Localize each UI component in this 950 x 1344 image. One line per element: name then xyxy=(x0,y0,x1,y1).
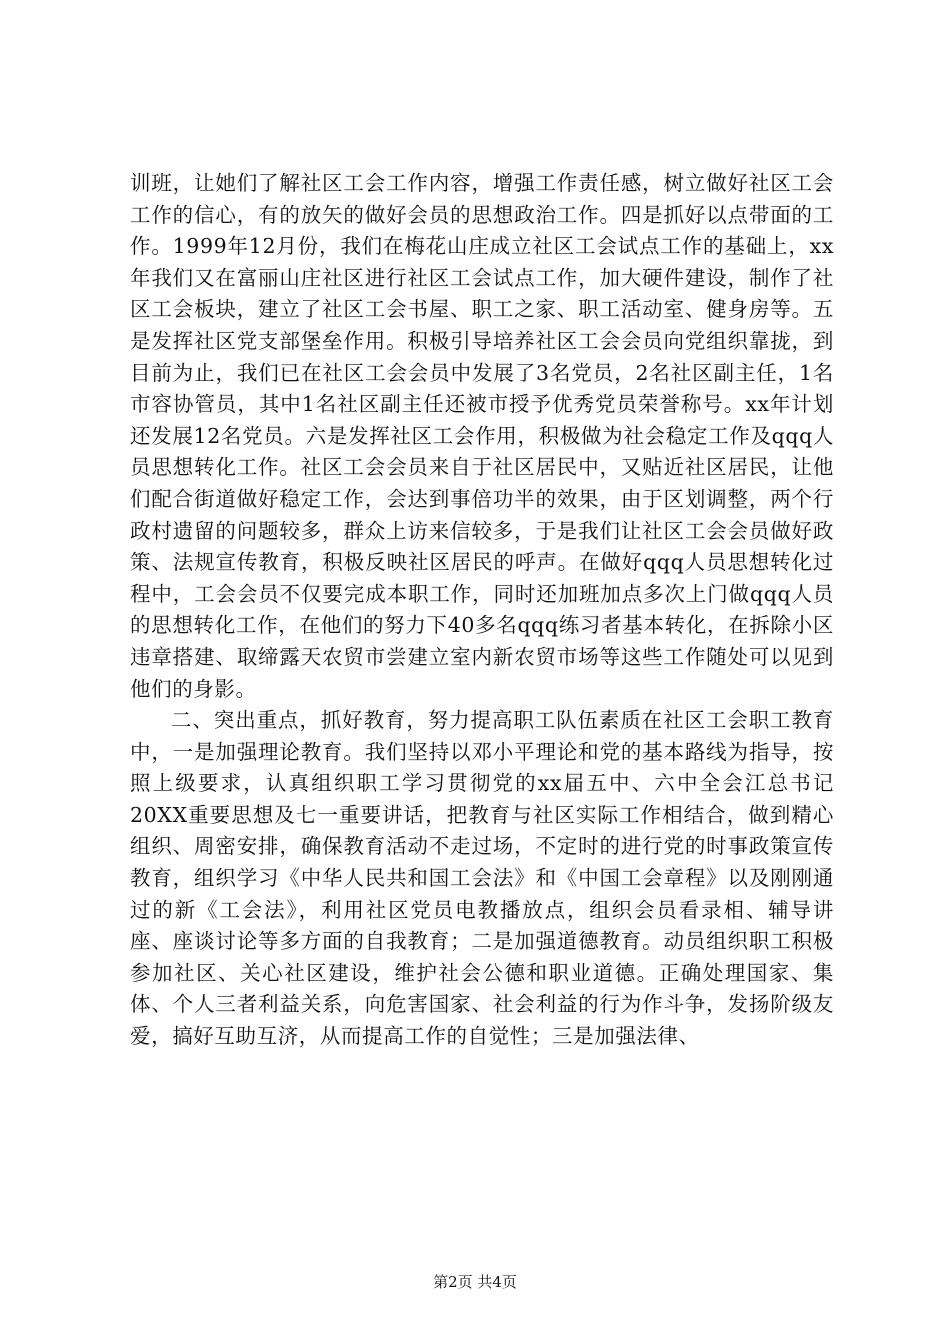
document-body xyxy=(130,168,834,1053)
page-number-label: 第2页 共4页 xyxy=(433,1273,517,1291)
page-footer xyxy=(0,1272,950,1292)
paragraph-section-two: 二、突出重点，抓好教育，努力提高职工队伍素质在社区工会职工教育中，一是加强理论教育。我们坚持以邓小平理论和党的基本路线为指导，按照上级要求，认真组织职工学习贯彻党的xx届五中、六中全会江总书记20XX重要思想及七一重要讲话，把教育与社区实际工作相结合，做到精心组织、周密安排，确保教育活动不走过场，不定时的进行党的时事政策宣传教育，组织学习《中华人民共和国工会法》和《中国工会章程》以及刚刚通过的新《工会法》，利用社区党员电教播放点，组织会员看录相、辅导讲座、座谈讨论等多方面的自我教育；二是加强道德教育。动员组织职工积极参加社区、关心社区建设，维护社会公德和职业道德。正确处理国家、集体、个人三者利益关系，向危害国家、社会利益的行为作斗争，发扬阶级友爱，搞好互助互济，从而提高工作的自觉性；三是加强法律、 xyxy=(130,708,834,1049)
paragraph-continuation: 训班，让她们了解社区工会工作内容，增强工作责任感，树立做好社区工会工作的信心，有的放矢的做好会员的思想政治工作。四是抓好以点带面的工作。1999年12月份，我们在梅花山庄成立社区工会试点工作的基础上，xx年我们又在富丽山庄社区进行社区工会试点工作，加大硬件建设，制作了社区工会板块，建立了社区工会书屋、职工之家、职工活动室、健身房等。五是发挥社区党支部堡垒作用。积极引导培养社区工会会员向党组织靠拢，到目前为止，我们已在社区工会会员中发展了3名党员，2名社区副主任，1名市容协管员，其中1名社区副主任还被市授予优秀党员荣誉称号。xx年计划还发展12名党员。六是发挥社区工会作用，积极做为社会稳定工作及qqq人员思想转化工作。社区工会会员来自于社区居民中，又贴近社区居民，让他们配合街道做好稳定工作，会达到事倍功半的效果，由于区划调整，两个行政村遗留的问题较多，群众上访来信较多，于是我们让社区工会会员做好政策、法规宣传教育，积极反映社区居民的呼声。在做好qqq人员思想转化过程中，工会会员不仅要完成本职工作，同时还加班加点多次上门做qqq人员的思想转化工作，在他们的努力下40多名qqq练习者基本转化，在拆除小区违章搭建、取缔露天农贸市尝建立室内新农贸市场等这些工作随处可以见到他们的身影。 xyxy=(130,171,834,701)
